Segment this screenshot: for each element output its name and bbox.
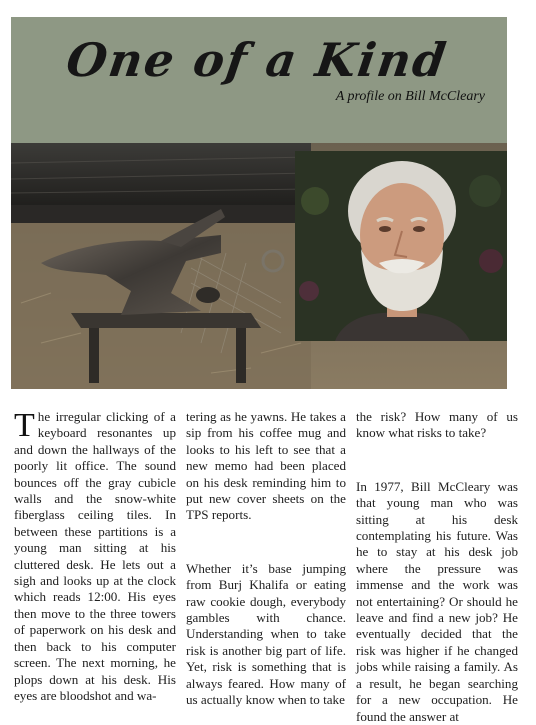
paragraph-text: he irregular clicking of a keyboard resonantes up and down the hallways of the poorly lit office. The sound bounces off the gray cubicle walls and the snow-white fiberglass ceiling tiles. In between these partitions is a young man sitting at his cluttered desk. He lets out a sigh and looks up at the clock which reads 12:00. His eyes then move to the three towers of paperwork on his desk and then back to his computer screen. The next morning, he plops down at his desk. His eyes are bloodshot and wa-	[14, 409, 176, 703]
article-subtitle: A profile on Bill McCleary	[335, 89, 485, 104]
drop-cap: T	[14, 407, 35, 444]
article-column-1	[14, 409, 176, 704]
article-paragraph: the risk? How many of us know what risks to take?	[356, 409, 518, 441]
article-column-3	[356, 409, 518, 725]
portrait-photo-illustration	[295, 151, 507, 341]
article-paragraph: In 1977, Bill McCleary was that young man who was sitting at his desk contemplating his future. Was he to stay at his desk job where the pressure was immense and the work was not entertaining? Or should he leave and find a new job? He eventually decided that the risk was higher if he changed jobs while raising a family. As a result, he began searching for a new occupation. He found the answer at	[356, 478, 518, 724]
photo-band	[11, 143, 507, 389]
article-paragraph: Whether it’s base jumping from Burj Khalifa or eating raw cookie dough, everybody gambles with chance. Understanding when to take risk is another big part of life. Yet, risk is something that is always feared. How many of us actually know when to take	[186, 560, 346, 708]
article-paragraph: tering as he yawns. He takes a sip from his coffee mug and looks to his left to see that a new memo had been placed on his desk reminding him to put new cover sheets on the TPS reports.	[186, 409, 346, 523]
article-paragraph	[14, 409, 176, 704]
article-column-2	[186, 409, 346, 709]
portrait-photo	[295, 151, 507, 341]
article-title: One of a Kind	[63, 33, 451, 87]
title-banner	[11, 17, 507, 143]
